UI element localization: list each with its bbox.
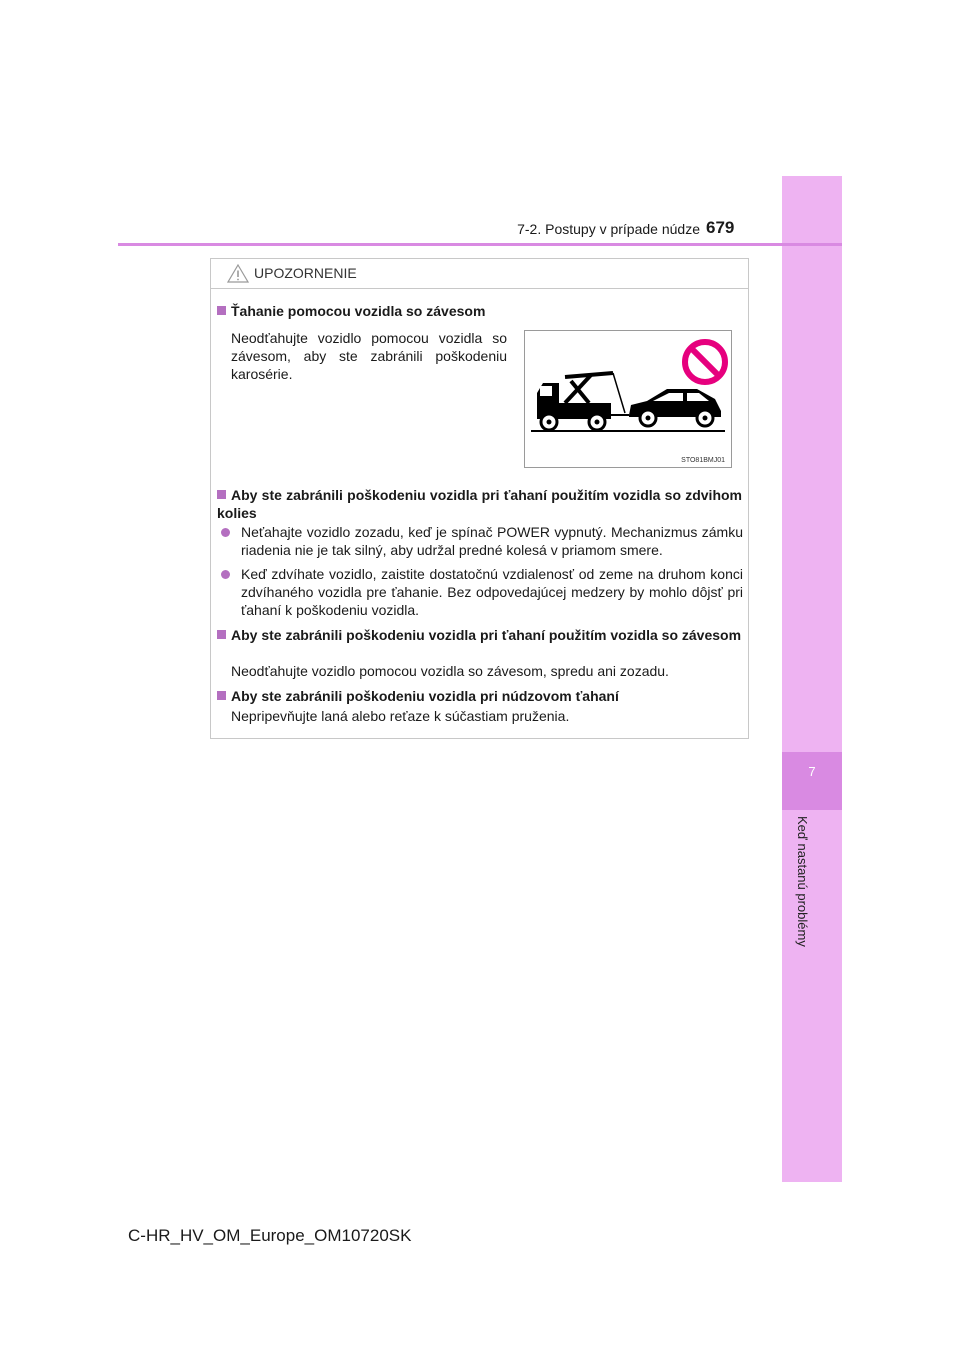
car-icon bbox=[629, 389, 721, 426]
section-text: Neodťahujte vozidlo pomocou vozidla so závesom, aby ste zabránili poškodeniu karosérie. bbox=[231, 330, 507, 382]
bullet-text: Neťahajte vozidlo zozadu, keď je spínač POWER vypnutý. Mechanizmus zámku riadenia nie je tak silný, aby udržal predné kolesá v priamom smere. bbox=[241, 524, 743, 558]
chapter-side-tab bbox=[782, 176, 842, 1182]
section-heading: Aby ste zabránili poškodeniu vozidla pri ťahaní použitím vozidla so zdvihom kolies bbox=[217, 487, 742, 521]
square-bullet-icon bbox=[217, 691, 226, 700]
document-id: C-HR_HV_OM_Europe_OM10720SK bbox=[128, 1226, 412, 1245]
round-bullet-icon bbox=[221, 528, 230, 537]
section-text: Nepripevňujte laná alebo reťaze k súčastiam pruženia. bbox=[231, 708, 570, 724]
warning-triangle-icon bbox=[227, 264, 249, 283]
square-bullet-icon bbox=[217, 630, 226, 639]
figure-code: STO81BMJ01 bbox=[681, 457, 725, 464]
square-bullet-icon bbox=[217, 490, 226, 499]
page-number: 679 bbox=[706, 218, 735, 237]
chapter-title: Keď nastanú problémy bbox=[795, 816, 810, 947]
section-text: Neodťahujte vozidlo pomocou vozidla so závesom, spredu ani zozadu. bbox=[231, 663, 669, 679]
chapter-number-tab bbox=[782, 752, 842, 810]
section-heading: Aby ste zabránili poškodeniu vozidla pri núdzovom ťahaní bbox=[217, 687, 742, 705]
round-bullet-icon bbox=[221, 570, 230, 579]
section-title: 7-2. Postupy v prípade núdze bbox=[517, 221, 700, 237]
header-rule bbox=[118, 243, 842, 246]
section-heading: Aby ste zabránili poškodeniu vozidla pri ťahaní použitím vozidla so závesom bbox=[217, 626, 742, 644]
section-heading: Ťahanie pomocou vozidla so závesom bbox=[217, 302, 737, 320]
caution-label: UPOZORNENIE bbox=[254, 265, 357, 281]
caution-header bbox=[211, 259, 748, 289]
chapter-number: 7 bbox=[808, 764, 816, 779]
square-bullet-icon bbox=[217, 306, 226, 315]
tow-truck-icon bbox=[525, 331, 731, 467]
caution-box bbox=[210, 258, 749, 739]
bullet-text: Keď zdvíhate vozidlo, zaistite dostatočnú vzdialenosť od zeme na druhom konci zdvíhaného vozidla pre ťahanie. Bez odpovedajúcej medzery by mohlo dôjsť pri ťahaní k poškodeniu vozidla. bbox=[241, 566, 743, 618]
prohibited-icon bbox=[685, 342, 725, 382]
towing-illustration bbox=[524, 330, 732, 468]
